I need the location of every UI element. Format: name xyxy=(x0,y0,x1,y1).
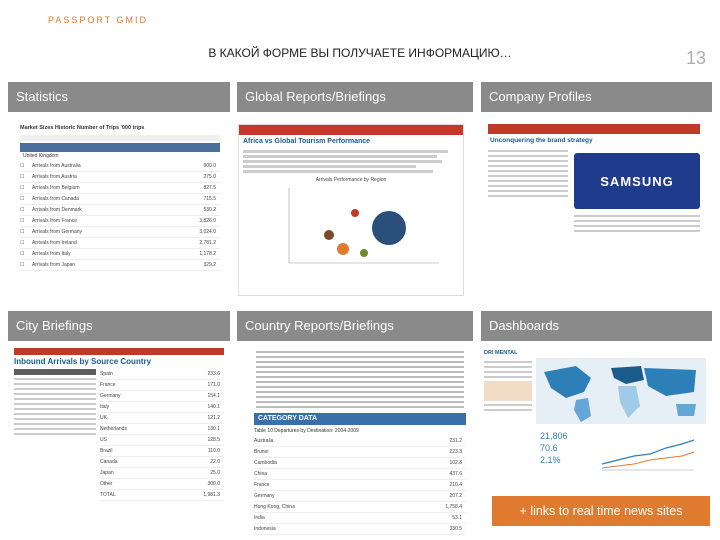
row-value: 1,178.2 xyxy=(199,251,216,257)
dashboard-stat-value: 70.6 xyxy=(540,443,558,453)
slide-title: В КАКОЙ ФОРМЕ ВЫ ПОЛУЧАЕТЕ ИНФОРМАЦИЮ… xyxy=(208,46,512,60)
dashboard-title: DRI MENTAL xyxy=(484,350,518,356)
table-row xyxy=(100,413,224,424)
row-value: 715.5 xyxy=(203,196,216,202)
row-label: Arrivals from Germany xyxy=(32,229,83,235)
table-row xyxy=(100,380,224,391)
row-checkbox[interactable]: ☐ xyxy=(20,207,25,213)
row-label: Spain xyxy=(100,371,113,377)
row-label: China xyxy=(254,471,268,477)
row-label: US xyxy=(100,437,107,443)
row-value: 329.2 xyxy=(203,262,216,268)
row-label: Arrivals from Italy xyxy=(32,251,71,257)
row-value: 300.0 xyxy=(207,481,220,487)
table-row xyxy=(20,194,220,205)
row-checkbox[interactable]: ☐ xyxy=(20,163,25,169)
row-label: Other xyxy=(100,481,113,487)
table-row xyxy=(254,491,466,502)
row-checkbox[interactable]: ☐ xyxy=(20,240,25,246)
row-label: Arrivals from Belgium xyxy=(32,185,80,191)
bubble-europe xyxy=(372,211,406,245)
row-value: 437.6 xyxy=(449,471,462,477)
table-row xyxy=(254,524,466,535)
row-value: 231.2 xyxy=(449,438,462,444)
bubble-middle-east xyxy=(360,249,368,257)
table-row xyxy=(100,402,224,413)
table-row xyxy=(100,424,224,435)
row-value: 110.0 xyxy=(207,448,220,454)
city-table xyxy=(100,369,224,501)
row-checkbox[interactable]: ☐ xyxy=(20,185,25,191)
table-row xyxy=(20,260,220,271)
table-row xyxy=(20,161,220,172)
row-label: Arrivals from Australia xyxy=(32,163,81,169)
row-label: Italy xyxy=(100,404,110,410)
row-value: 1,981.3 xyxy=(203,492,220,498)
row-value: 2,781.2 xyxy=(199,240,216,246)
row-value: 530.2 xyxy=(203,207,216,213)
row-label: Australia xyxy=(254,438,274,444)
page-number: 13 xyxy=(685,48,706,68)
row-value: 275.0 xyxy=(203,174,216,180)
chart-title: Arrivals Performance by Region xyxy=(315,177,387,183)
row-label: Germany xyxy=(100,393,121,399)
table-row xyxy=(20,216,220,227)
statistics-thumbnail xyxy=(20,124,220,294)
row-value: 22.0 xyxy=(210,459,220,465)
row-label: TOTAL xyxy=(100,492,116,498)
row-label: Arrivals from Canada xyxy=(32,196,79,202)
row-label: France xyxy=(100,382,116,388)
bubble-asia xyxy=(351,209,359,217)
city-title: Inbound Arrivals by Source Country xyxy=(14,357,152,366)
row-checkbox[interactable]: ☐ xyxy=(20,174,25,180)
world-map xyxy=(536,358,706,424)
table-row xyxy=(20,249,220,260)
row-value: 210.4 xyxy=(449,482,462,488)
table-row xyxy=(254,480,466,491)
bubble-americas xyxy=(337,243,349,255)
table-row xyxy=(254,513,466,524)
table-row xyxy=(100,435,224,446)
row-value: 330.5 xyxy=(449,526,462,532)
row-value: 121.2 xyxy=(207,415,220,421)
row-label: Indonesia xyxy=(254,526,276,532)
row-value: 233.6 xyxy=(207,371,220,377)
row-checkbox[interactable]: ☐ xyxy=(20,218,25,224)
row-value: 827.5 xyxy=(203,185,216,191)
table-row xyxy=(20,238,220,249)
global-report-bullets xyxy=(239,150,463,173)
row-value: 154.1 xyxy=(207,393,220,399)
table-row xyxy=(100,479,224,490)
country-table xyxy=(254,436,466,535)
row-checkbox[interactable]: ☐ xyxy=(20,196,25,202)
table-row xyxy=(20,183,220,194)
table-row xyxy=(100,468,224,479)
table-row xyxy=(100,490,224,501)
row-label: India xyxy=(254,515,265,521)
panel-header-statistics: Statistics xyxy=(8,82,230,112)
category-data-bar: CATEGORY DATA xyxy=(254,413,466,425)
row-checkbox[interactable]: ☐ xyxy=(20,229,25,235)
row-label: Brazil xyxy=(100,448,113,454)
row-value: 53.1 xyxy=(452,515,462,521)
statistics-rows xyxy=(20,161,220,271)
company-section-title: Unconquering the brand strategy xyxy=(490,137,593,144)
row-label: France xyxy=(254,482,270,488)
dashboard-thumbnail xyxy=(484,346,712,492)
panel-header-city-briefings: City Briefings xyxy=(8,311,230,341)
table-row xyxy=(254,436,466,447)
row-label: Cambodia xyxy=(254,460,277,466)
panel-header-global-reports: Global Reports/Briefings xyxy=(237,82,473,112)
row-label: UK xyxy=(100,415,107,421)
row-label: Brunei xyxy=(254,449,269,455)
dashboard-line-chart xyxy=(598,430,698,474)
row-value: 223.3 xyxy=(449,449,462,455)
panel-header-country-reports: Country Reports/Briefings xyxy=(237,311,473,341)
samsung-logo: SAMSUNG xyxy=(574,153,700,209)
row-label: Hong Kong, China xyxy=(254,504,295,510)
row-value: 128.5 xyxy=(207,437,220,443)
statistics-toolbar xyxy=(20,143,220,152)
table-row xyxy=(254,469,466,480)
statistics-region: United Kingdom xyxy=(23,153,59,159)
table-row xyxy=(100,369,224,380)
table-row xyxy=(100,391,224,402)
row-label: Japan xyxy=(100,470,114,476)
table-row xyxy=(20,227,220,238)
brand-label: PASSPORT GMID xyxy=(48,15,149,25)
company-profile-thumbnail xyxy=(488,124,700,294)
dashboard-caption: + links to real time news sites xyxy=(492,496,710,526)
table-row xyxy=(254,447,466,458)
table-row xyxy=(100,446,224,457)
panel-header-company-profiles: Company Profiles xyxy=(481,82,712,112)
country-report-thumbnail xyxy=(254,348,466,532)
table-row xyxy=(20,205,220,216)
row-label: Arrivals from Japan xyxy=(32,262,76,268)
row-label: Germany xyxy=(254,493,275,499)
dashboard-stat-value: 2.1% xyxy=(540,455,561,465)
row-label: Netherlands xyxy=(100,426,127,432)
bubble-chart xyxy=(239,183,463,273)
table-row xyxy=(254,458,466,469)
panel-header-dashboards: Dashboards xyxy=(481,311,712,341)
row-label: Canada xyxy=(100,459,118,465)
row-checkbox[interactable]: ☐ xyxy=(20,251,25,257)
row-label: Arrivals from Ireland xyxy=(32,240,77,246)
row-value: 3,024.0 xyxy=(199,229,216,235)
row-value: 130.1 xyxy=(207,426,220,432)
row-label: Arrivals from Austria xyxy=(32,174,77,180)
row-label: Arrivals from Denmark xyxy=(32,207,82,213)
table-row xyxy=(100,457,224,468)
dashboard-stat-value: 21,806 xyxy=(540,431,568,441)
row-value: 1,758.4 xyxy=(445,504,462,510)
row-checkbox[interactable]: ☐ xyxy=(20,262,25,268)
row-label: Arrivals from France xyxy=(32,218,78,224)
row-value: 3,826.0 xyxy=(199,218,216,224)
row-value: 140.1 xyxy=(207,404,220,410)
row-value: 171.0 xyxy=(207,382,220,388)
row-value: 900.0 xyxy=(203,163,216,169)
row-value: 102.8 xyxy=(449,460,462,466)
row-value: 207.2 xyxy=(449,493,462,499)
dashboard-stats xyxy=(540,430,590,474)
table-row xyxy=(20,172,220,183)
table-row xyxy=(254,502,466,513)
city-briefing-thumbnail xyxy=(14,348,224,528)
global-report-thumbnail xyxy=(238,124,464,296)
statistics-header: Market Sizes Historic Number of Trips '000 trips xyxy=(20,125,145,131)
country-table-caption: Table 10 Departures by Destination: 2004-2009 xyxy=(254,428,359,434)
row-value: 25.0 xyxy=(210,470,220,476)
bubble-africa xyxy=(324,230,334,240)
global-report-title: Africa vs Global Tourism Performance xyxy=(243,138,371,145)
